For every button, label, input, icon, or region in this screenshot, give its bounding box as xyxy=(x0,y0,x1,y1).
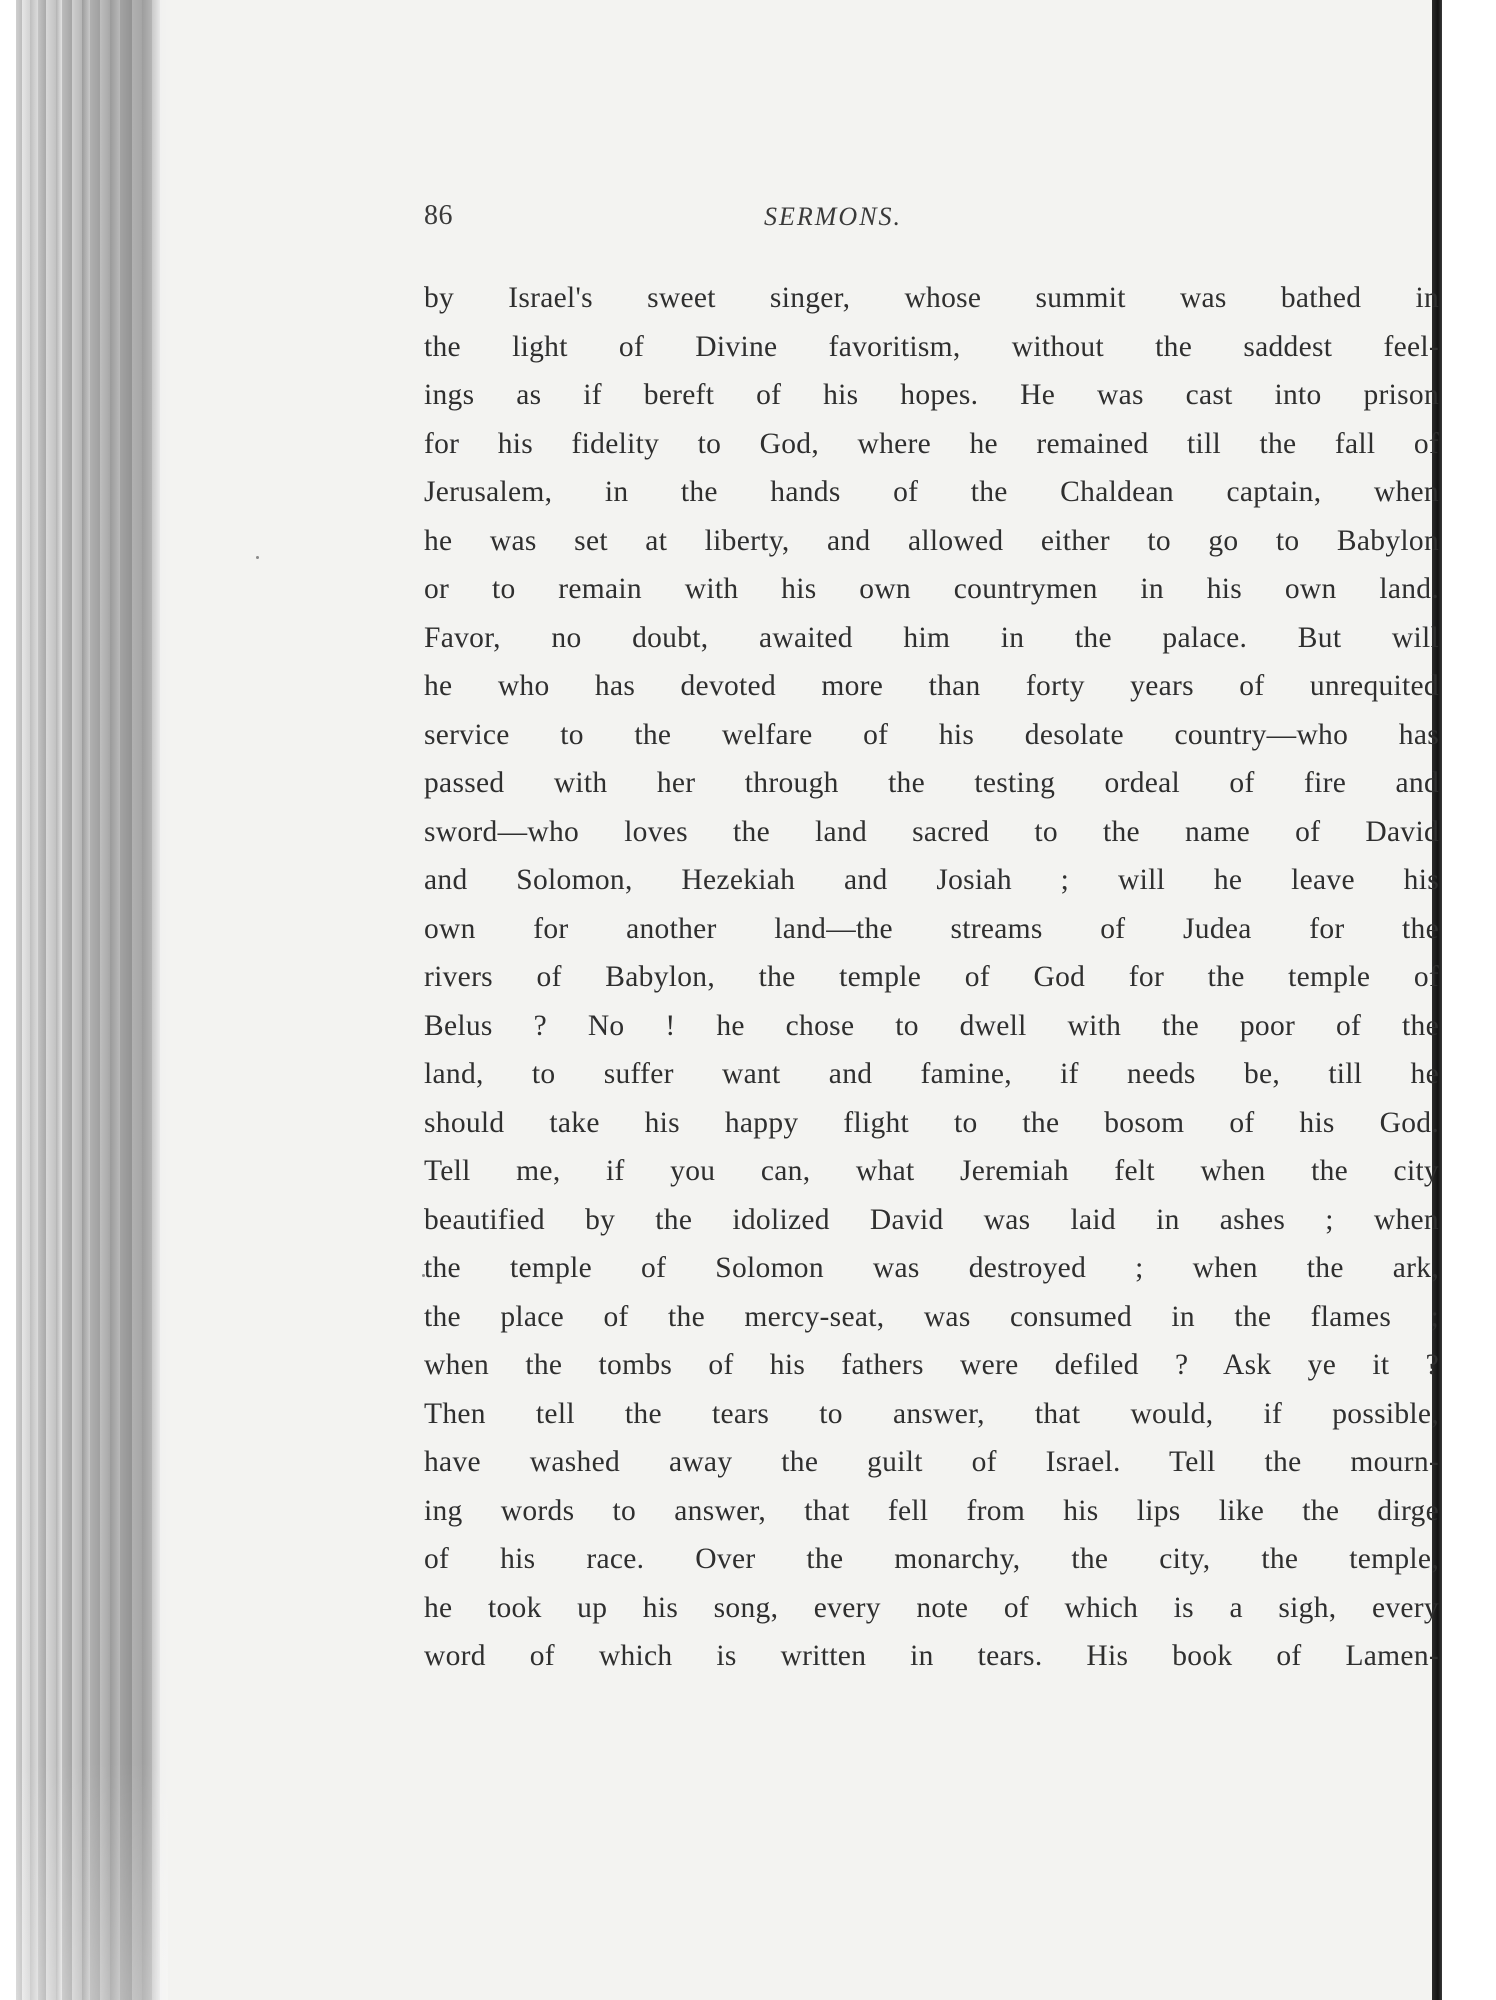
text-line: he took up his song, every note of which is a sigh, every xyxy=(424,1591,1439,1624)
text-line: sword—who loves the land sacred to the name of David xyxy=(424,815,1439,848)
book-page-edges xyxy=(0,0,168,2000)
text-line: Favor, no doubt, awaited him in the palace. But will xyxy=(424,621,1439,654)
text-line: for his fidelity to God, where he remained till the fall of xyxy=(424,427,1439,460)
text-line: of his race. Over the monarchy, the city, the temple, xyxy=(424,1543,1439,1575)
book-page xyxy=(168,0,1439,2000)
text-line: and Solomon, Hezekiah and Josiah ; will he leave his xyxy=(424,864,1439,896)
text-line: by Israel's sweet singer, whose summit was bathed in xyxy=(424,282,1439,314)
text-line: service to the welfare of his desolate country—who has xyxy=(424,718,1439,751)
text-line: rivers of Babylon, the temple of God for the temple of xyxy=(424,961,1439,993)
text-line: when the tombs of his fathers were defiled ? Ask ye it ? xyxy=(424,1349,1439,1381)
text-line: should take his happy flight to the bosom of his God. xyxy=(424,1106,1439,1139)
text-line: he who has devoted more than forty years of unrequited xyxy=(424,670,1439,702)
text-line: he was set at liberty, and allowed either to go to Babylon xyxy=(424,524,1439,557)
text-line: have washed away the guilt of Israel. Tell the mourn- xyxy=(424,1446,1439,1478)
text-line: Belus ? No ! he chose to dwell with the poor of the xyxy=(424,1009,1439,1042)
text-line: the light of Divine favoritism, without the saddest feel- xyxy=(424,330,1439,363)
text-line: word of which is written in tears. His book of Lamen- xyxy=(424,1640,1439,1672)
text-line: Then tell the tears to answer, that would, if possible, xyxy=(424,1397,1439,1430)
text-line: ing words to answer, that fell from his lips like the dirge xyxy=(424,1494,1439,1527)
text-line: Tell me, if you can, what Jeremiah felt when the city xyxy=(424,1155,1439,1187)
text-line: land, to suffer want and famine, if needs be, till he xyxy=(424,1058,1439,1090)
text-line: passed with her through the testing ordeal of fire and xyxy=(424,767,1439,799)
text-line: beautified by the idolized David was laid in ashes ; when xyxy=(424,1203,1439,1236)
body-text xyxy=(424,274,1439,1681)
text-line: Jerusalem, in the hands of the Chaldean captain, when xyxy=(424,476,1439,508)
text-line: the place of the mercy-seat, was consumed in the flames ; xyxy=(424,1300,1439,1333)
text-line: ings as if bereft of his hopes. He was cast into prison xyxy=(424,379,1439,411)
right-page-gutter xyxy=(1432,0,1496,2000)
text-line: the temple of Solomon was destroyed ; when the ark, xyxy=(424,1252,1439,1284)
text-line: own for another land—the streams of Judea for the xyxy=(424,912,1439,945)
text-line: or to remain with his own countrymen in his own land. xyxy=(424,573,1439,605)
page-header xyxy=(424,200,1439,250)
page-number: 86 xyxy=(424,200,453,231)
paper-speck xyxy=(256,556,259,559)
running-head: SERMONS. xyxy=(764,202,903,231)
